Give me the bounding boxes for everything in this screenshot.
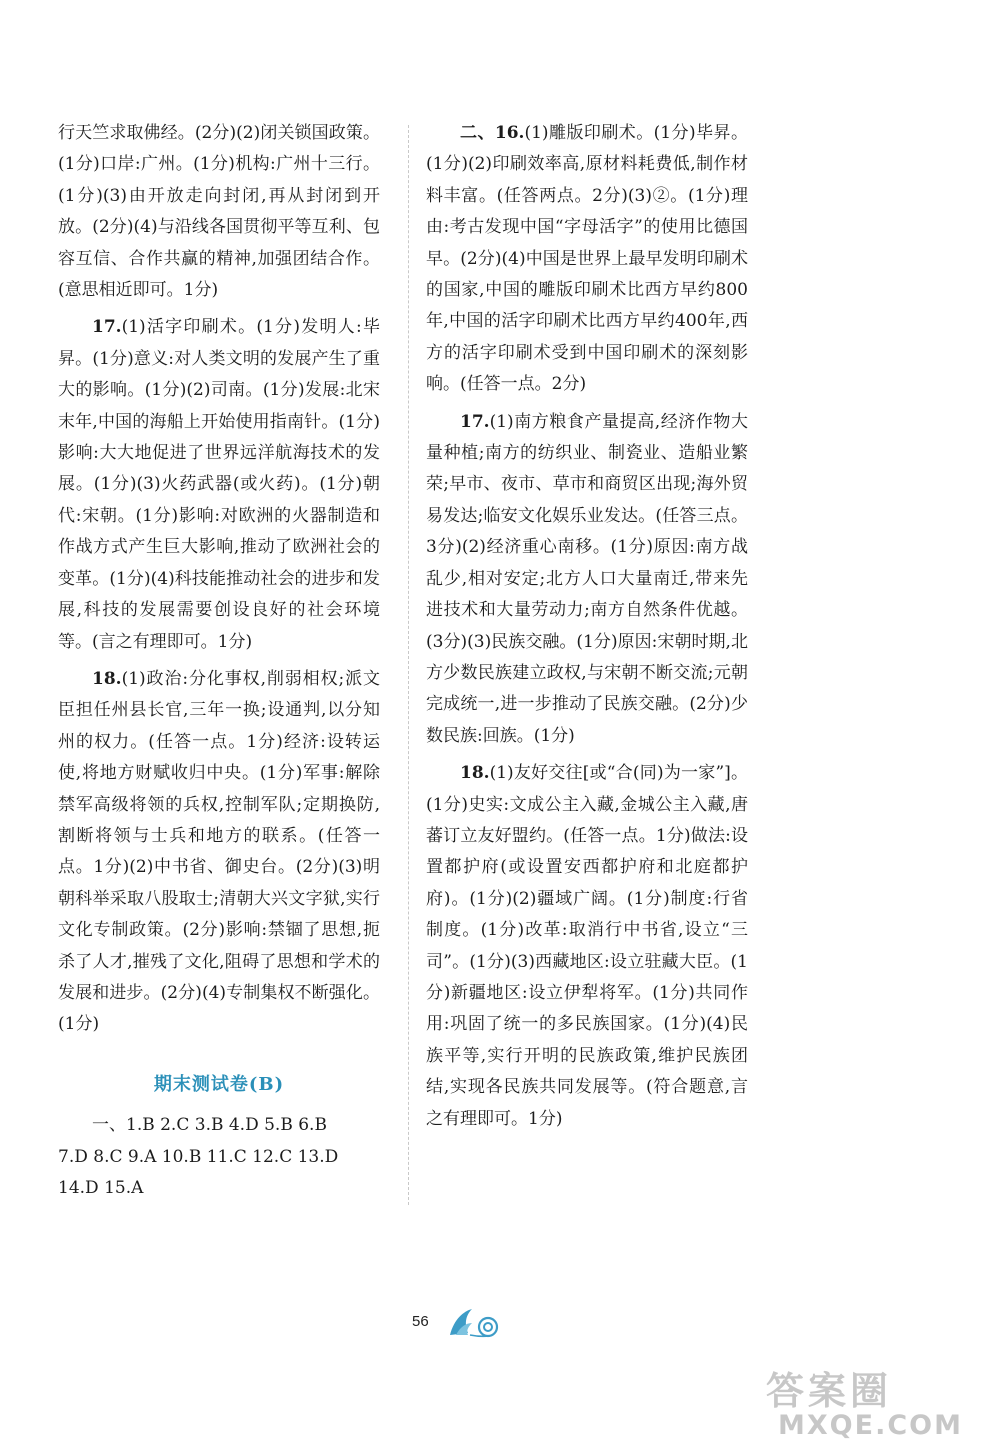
- left-question-17: [58, 312, 380, 657]
- question-number: 二、16.: [460, 123, 525, 143]
- question-number: 18.: [460, 763, 490, 784]
- watermark-title: 答案圈: [766, 1369, 893, 1413]
- swirl-ornament-icon: [446, 1305, 506, 1339]
- left-para-continuation: 行天竺求取佛经。(2分)(2)闭关锁国政策。(1分)口岸:广州。(1分)机构:广州十三行。(1分)(3)由开放走向封闭,再从封闭到开放。(2分)(4)与沿线各国贯彻平等互利、包容互信、合作共赢的精神,加强团结合作。(意思相近即可。1分): [58, 123, 380, 301]
- page-number: 56: [412, 1313, 429, 1330]
- left-column: [58, 118, 380, 1204]
- question-answer: (1)政治:分化事权,削弱相权;派文臣担任州县长官,三年一换;设通判,以分知州的权力。(任答一点。1分)经济:设转运使,将地方财赋收归中央。(1分)军事:解除禁军高级将领的兵权,控制军队;定期换防,割断将领与士兵和地方的联系。(任答一点。1分)(2)中书省、御史台。(2分)(3)明朝科举采取八股取士;清朝大兴文字狱,实行文化专制政策。(2分)影响:禁锢了思想,扼杀了人才,摧残了文化,阻碍了思想和学术的发展和进步。(2分)(4)专制集权不断强化。(1分): [58, 668, 380, 1035]
- question-answer: (1)友好交往[或“合(同)为一家”]。(1分)史实:文成公主入藏,金城公主入藏,唐蕃订立友好盟约。(任答一点。1分)做法:设置都护府(或设置安西都护府和北庭都护府)。(1分)(2)疆域广阔。(1分)制度:行省制度。(1分)改革:取消行中书省,设立“三司”。(1分)(3)西藏地区:设立驻藏大臣。(1分)新疆地区:设立伊犁将军。(1分)共同作用:巩固了统一的多民族国家。(1分)(4)民族平等,实行开明的民族政策,维护民族团结,实现各民族共同发展等。(符合题意,言之有理即可。1分): [426, 763, 748, 1129]
- right-question-16: [426, 118, 748, 401]
- question-answer: (1)雕版印刷术。(1分)毕昇。(1分)(2)印刷效率高,原材料耗费低,制作材料丰富。(任答两点。2分)(3)②。(1分)理由:考古发现中国“字母活字”的使用比德国早。(2分)(4)中国是世界上最早发明印刷术的国家,中国的雕版印刷术比西方早约800年,中国的活字印刷术比西方早约400年,西方的活字印刷术受到中国印刷术的深刻影响。(任答一点。2分): [426, 123, 748, 395]
- question-number: 18.: [92, 668, 122, 689]
- answers-line-1: 一、1.B 2.C 3.B 4.D 5.B 6.B: [92, 1115, 327, 1136]
- left-question-18: [58, 664, 380, 1041]
- column-divider: [408, 125, 409, 1205]
- watermark-url: MXQE.COM: [778, 1410, 963, 1441]
- right-column: [426, 118, 748, 1141]
- watermark-logo: [752, 1360, 992, 1444]
- answers-line-3: 14.D 15.A: [58, 1178, 144, 1198]
- answers-line-2: 7.D 8.C 9.A 10.B 11.C 12.C 13.D: [58, 1146, 339, 1167]
- question-number: 17.: [460, 411, 490, 432]
- section-title: 期末测试卷(B): [153, 1073, 285, 1095]
- right-question-18: [426, 758, 748, 1135]
- question-number: 17.: [92, 317, 122, 338]
- right-question-17: [426, 407, 748, 752]
- question-answer: (1)活字印刷术。(1分)发明人:毕昇。(1分)意义:对人类文明的发展产生了重大的影响。(1分)(2)司南。(1分)发展:北宋末年,中国的海船上开始使用指南针。(1分)影响:大大地促进了世界远洋航海技术的发展。(1分)(3)火药武器(或火药)。(1分)朝代:宋朝。(1分)影响:对欧洲的火器制造和作战方式产生巨大影响,推动了欧洲社会的变革。(1分)(4)科技能推动社会的进步和发展,科技的发展需要创设良好的社会环境等。(言之有理即可。1分): [58, 317, 380, 652]
- question-answer: (1)南方粮食产量提高,经济作物大量种植;南方的纺织业、制瓷业、造船业繁荣;早市、夜市、草市和商贸区出现;海外贸易发达;临安文化娱乐业发达。(任答三点。3分)(2)经济重心南移。(1分)原因:南方战乱少,相对安定;北方人口大量南迁,带来先进技术和大量劳动力;南方自然条件优越。(3分)(3)民族交融。(1分)原因:宋朝时期,北方少数民族建立政权,与宋朝不断交流;元朝完成统一,进一步推动了民族交融。(2分)少数民族:回族。(1分): [426, 411, 748, 746]
